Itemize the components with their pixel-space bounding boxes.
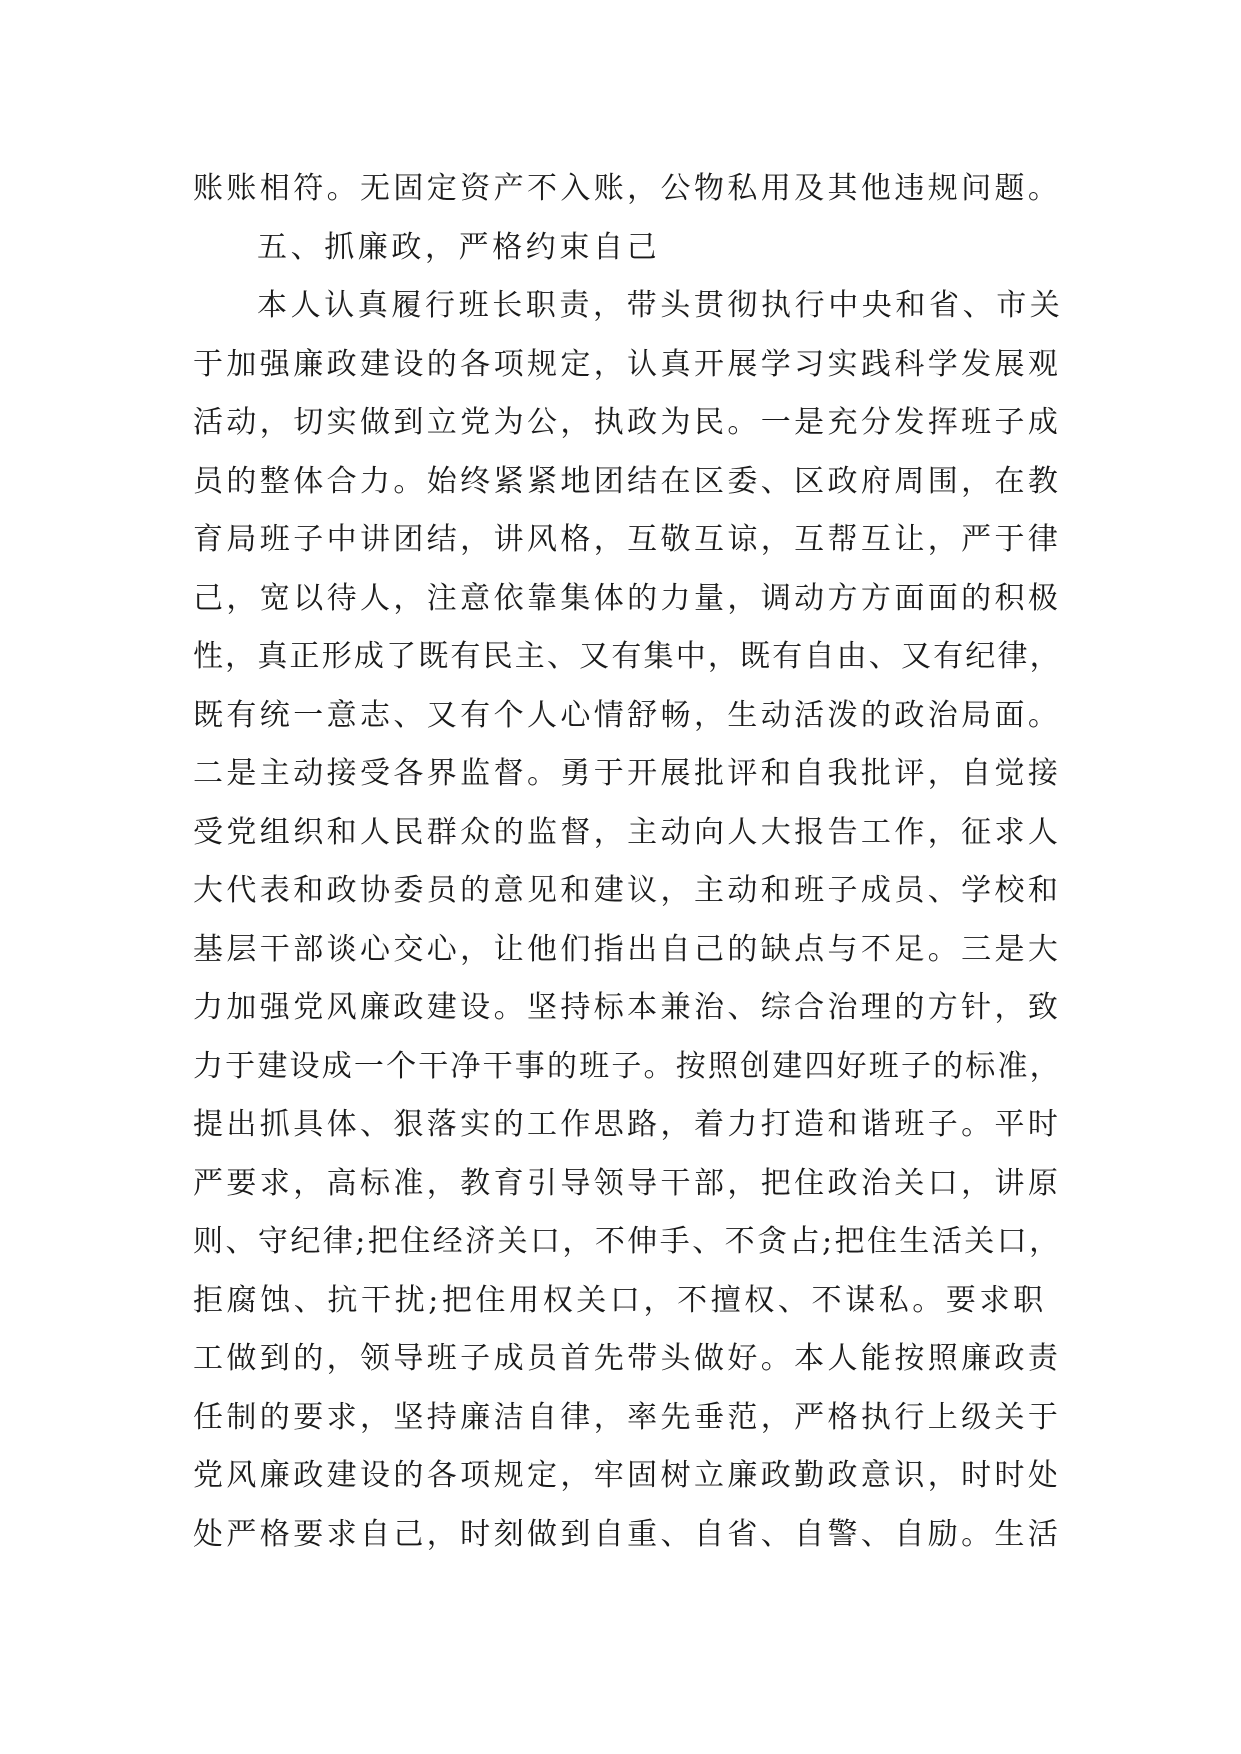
text-line: 党风廉政建设的各项规定，牢固树立廉政勤政意识，时时处: [193, 1458, 1062, 1493]
text-line: 本人认真履行班长职责，带头贯彻执行中央和省、市关: [257, 288, 1064, 323]
text-line: 于加强廉政建设的各项规定，认真开展学习实践科学发展观: [193, 346, 1062, 382]
text-line: 基层干部谈心交心，让他们指出自己的缺点与不足。三是大: [193, 931, 1062, 967]
text-line: 拒腐蚀、抗干扰;把住用权关口，不擅权、不谋私。要求职: [193, 1282, 1047, 1318]
text-line: 严要求，高标准，教育引导领导干部，把住政治关口，讲原: [193, 1165, 1062, 1201]
text-line: 己，宽以待人，注意依靠集体的力量，调动方方面面的积极: [193, 580, 1062, 616]
text-line: 性，真正形成了既有民主、又有集中，既有自由、又有纪律，: [193, 639, 1062, 674]
text-line: 账账相符。无固定资产不入账，公物私用及其他违规问题。: [193, 171, 1062, 206]
text-line: 提出抓具体、狠落实的工作思路，着力打造和谐班子。平时: [193, 1107, 1062, 1142]
text-line: 力加强党风廉政建设。坚持标本兼治、综合治理的方针，致: [193, 990, 1062, 1025]
text-line: 处严格要求自己，时刻做到自重、自省、自警、自励。生活: [193, 1516, 1062, 1552]
text-line: 大代表和政协委员的意见和建议，主动和班子成员、学校和: [193, 873, 1062, 908]
text-line: 力于建设成一个干净干事的班子。按照创建四好班子的标准，: [193, 1048, 1062, 1084]
text-line: 育局班子中讲团结，讲风格，互敬互谅，互帮互让，严于律: [193, 522, 1062, 557]
document-body: [193, 160, 1063, 1564]
text-line: 员的整体合力。始终紧紧地团结在区委、区政府周围，在教: [193, 463, 1062, 499]
text-line: 工做到的，领导班子成员首先带头做好。本人能按照廉政责: [193, 1341, 1062, 1376]
text-line: 二是主动接受各界监督。勇于开展批评和自我批评，自觉接: [193, 756, 1062, 791]
text-line: 受党组织和人民群众的监督，主动向人大报告工作，征求人: [193, 814, 1062, 850]
text-line: 活动，切实做到立党为公，执政为民。一是充分发挥班子成: [193, 405, 1062, 440]
text-line: 则、守纪律;把住经济关口，不伸手、不贪占;把住生活关口，: [193, 1224, 1062, 1259]
section-heading: 五、抓廉政，严格约束自己: [257, 229, 661, 265]
text-line: 既有统一意志、又有个人心情舒畅，生动活泼的政治局面。: [193, 697, 1062, 733]
text-line: 任制的要求，坚持廉洁自律，率先垂范，严格执行上级关于: [193, 1399, 1062, 1435]
